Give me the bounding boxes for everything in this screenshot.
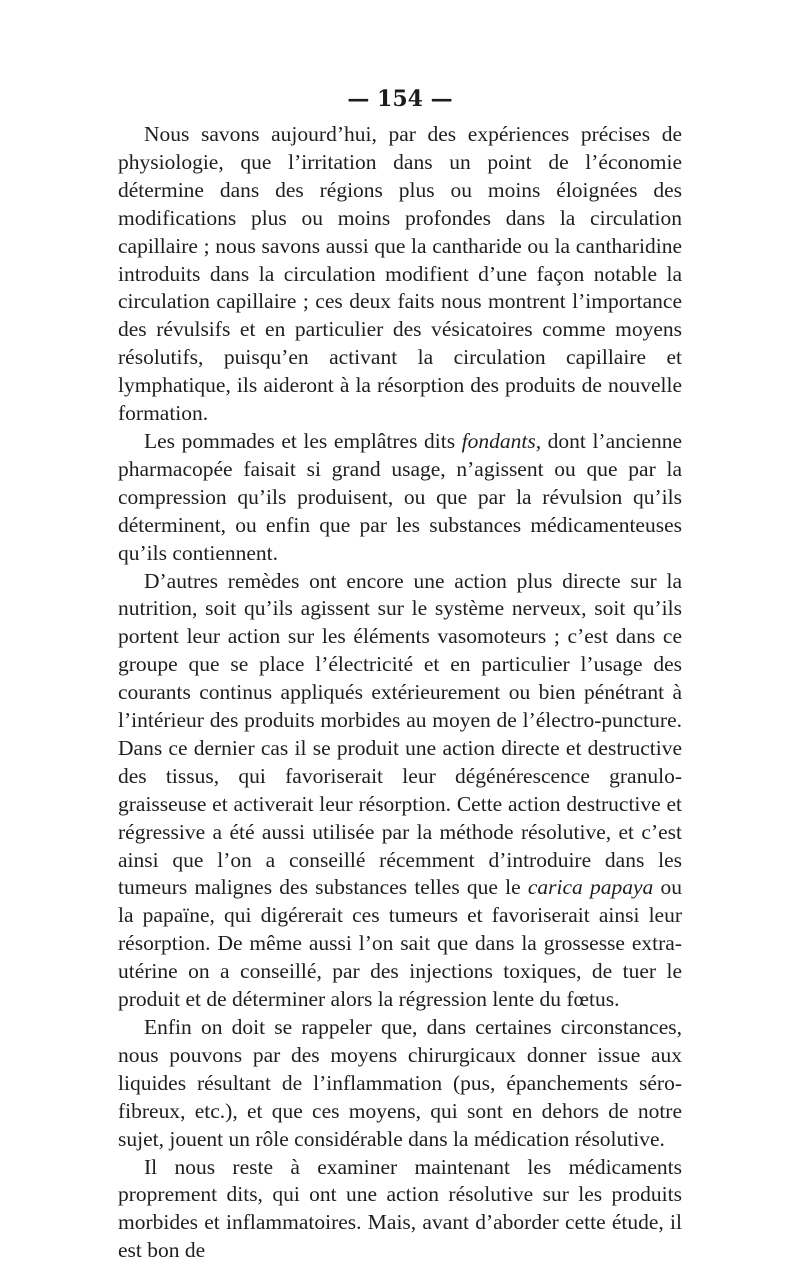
italic-term: carica papaya [527,875,654,900]
page-number: — 154 — [347,86,453,112]
body-text [118,121,682,1265]
paragraph-2 [118,428,682,568]
paragraph-text: Les pommades et les emplâtres dits [144,428,462,453]
paragraph-text: dont l’ancienne pharmacopée faisait si grand usage, n’agissent ou que par la compression qu’ils produisent, ou que par la révulsion qu’ils déterminent, ou enfin que par les substances médicamenteuses qu’ils contiennent. [118,428,682,565]
paragraph-3 [118,568,682,1015]
paragraph-text: ou la papaïne, qui digérerait ces tumeurs et favoriserait ainsi leur résorption. De même aussi l’on sait que dans la grossesse extra-utérine on a conseillé, par des injections toxiques, de tuer le produit et de déterminer alors la régression lente du fœtus. [118,875,683,1012]
paragraph-4 [118,1014,682,1154]
paragraph-5 [118,1154,682,1265]
paragraph-1 [118,121,682,428]
italic-term: fondants, [461,428,542,453]
paragraph-text: Il nous reste à examiner maintenant les médicaments proprement dits, qui ont une action résolutive sur les produits morbides et inflammatoires. Mais, avant d’aborder cette étude, il est bon de [118,1154,682,1263]
paragraph-text: Nous savons aujourd’hui, par des expériences précises de physiologie, que l’irritation dans un point de l’économie détermine dans des régions plus ou moins éloignées des modifications plus ou moins profondes dans la circulation capillaire ; nous savons aussi que la cantharide ou la cantharidine introduits dans la circulation modifient d’une façon notable la circulation capillaire ; ces deux faits nous montrent l’importance des révulsifs et en particulier des vésicatoires comme moyens résolutifs, puisqu’en activant la circulation capillaire et lymphatique, ils aideront à la résorption des produits de nouvelle formation. [118,122,682,426]
paragraph-text: D’autres remèdes ont encore une action plus directe sur la nutrition, soit qu’ils agissent sur le système nerveux, soit qu’ils portent leur action sur les éléments vasomoteurs ; c’est dans ce groupe que se place l’électricité et en particulier l’usage des courants continus appliqués extérieurement ou bien pénétrant à l’intérieur des produits morbides au moyen de l’électro-puncture. Dans ce dernier cas il se produit une action directe et destructive des tissus, qui favoriserait leur dégénérescence granulo-graisseuse et activerait leur résorption. Cette action destructive et régressive a été aussi utilisée par la méthode résolutive, et c’est ainsi que l’on a conseillé récemment d’introduire dans les tumeurs malignes des substances telles que le [118,568,682,900]
paragraph-text: Enfin on doit se rappeler que, dans certaines circonstances, nous pouvons par des moyens chirurgicaux donner issue aux liquides résultant de l’inflammation (pus, épanchements séro-fibreux, etc.), et que ces moyens, qui sont en dehors de notre sujet, jouent un rôle considérable dans la médication résolutive. [118,1015,682,1151]
